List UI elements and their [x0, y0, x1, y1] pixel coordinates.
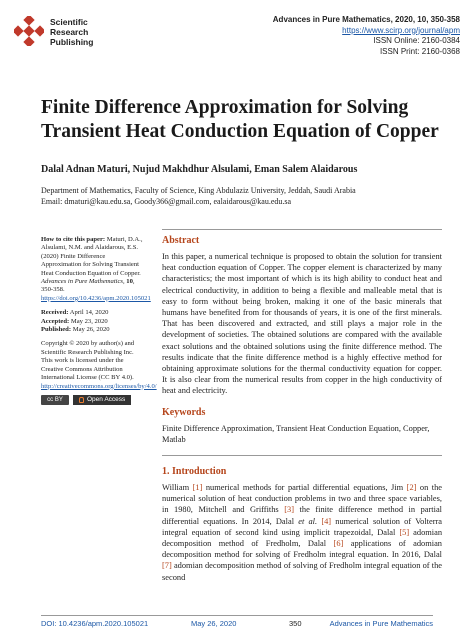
- main-content: [162, 229, 442, 583]
- intro-text: adomian decomposition method of Fredholm, Dalal: [162, 527, 443, 549]
- footer-doi-link[interactable]: DOI: 10.4236/apm.2020.105021: [41, 619, 149, 628]
- dates: [41, 309, 143, 334]
- keywords-block: [162, 407, 442, 445]
- page-number: 350: [289, 619, 302, 628]
- cite-journal: Advances in Pure Mathematics,: [41, 278, 125, 286]
- publisher-line: Research: [50, 27, 89, 37]
- journal-url-link[interactable]: https://www.scirp.org/journal/apm: [342, 25, 460, 35]
- intro-text: adomian decomposition method of solving of Fredholm integral equation of the second: [162, 561, 442, 582]
- citation-link[interactable]: [2]: [406, 483, 417, 493]
- intro-text: the finite difference method in partial differential equations. In 2014, Dalal: [162, 505, 442, 526]
- accepted-date: May 23, 2020: [70, 317, 108, 325]
- scirp-logo-icon: [14, 16, 44, 46]
- published-label: Published:: [41, 326, 72, 334]
- copyright-text: Copyright © 2020 by author(s) and Scientific Research Publishing Inc. This work is licensed under the Creative Commons Attribution International License (CC BY 4.0).: [41, 340, 135, 382]
- keywords-text: Finite Difference Approximation, Transient Heat Conduction Equation, Copper, Matlab: [162, 423, 430, 444]
- keywords-heading: Keywords: [162, 406, 206, 418]
- citation-link[interactable]: [6]: [333, 539, 344, 549]
- intro-text: on the numerical solution of heat conduction problems in two and three space variables, in 1980, Mitchell and Griffiths: [162, 483, 443, 515]
- citation-link[interactable]: [3]: [284, 505, 295, 515]
- publisher-name: [50, 17, 93, 47]
- authors: Dalal Adnan Maturi, Nujud Makhdhur Alsulami, Eman Salem Alaidarous: [41, 164, 358, 175]
- footer-journal-name: Advances in Pure Mathematics: [329, 619, 433, 628]
- cite-text: Maturi, D.A., Alsulami, N.M. and Alaidarous, E.S. (2020) Finite Difference Approximation for Solving Transient Heat Conduction Equation of Copper.: [41, 236, 143, 277]
- how-to-cite: [41, 236, 151, 303]
- published-date: May 26, 2020: [72, 326, 110, 334]
- affiliation: Department of Mathematics, Faculty of Science, King Abdulaziz University, Jeddah, Saudi Arabia: [41, 186, 356, 195]
- abstract-text: In this paper, a numerical technique is proposed to obtain the solution for transient heat conduction equation of Copper. The copper element is characterized by many characteristics; the most important of which is its high ability to conduct heat and electrical conductivity, in addition to being a flexible and malleable metal that is easy to form without being broken, making it one of the basic minerals that humans have benefited from for thousands of years, it is one of the first minerals. That has been discovered and extracted, and still plays a major role in the development of societies. The obtained solutions are compared with the available exact solutions and the obtained solutions using the finite difference method. The results indicate that the finite difference method is a highly effective method for obtaining approximate solutions for the thermal conductivity equation for copper. It is also clear from the numerical results from copper in the high conductivity of heat and electricity.: [162, 252, 442, 396]
- introduction-heading: 1. Introduction: [162, 466, 227, 478]
- citation-link[interactable]: [7]: [162, 561, 172, 571]
- et-al: et al.: [298, 516, 318, 526]
- open-access-label: Open Access: [87, 395, 126, 403]
- divider: [162, 455, 442, 456]
- citation-link[interactable]: [5]: [399, 527, 410, 537]
- accepted-label: Accepted:: [41, 317, 70, 325]
- cite-volume: 10: [126, 278, 133, 286]
- license-badges: [41, 395, 143, 405]
- cite-label: How to cite this paper:: [41, 236, 106, 243]
- intro-text: applications of adomian decomposition method for solving of Fredholm integral equation. In 2016, Dalal: [162, 539, 442, 560]
- citation-link[interactable]: [1]: [192, 483, 203, 493]
- open-access-badge: [73, 395, 131, 405]
- footer-divider: [41, 615, 433, 616]
- introduction-text: [162, 482, 442, 583]
- cc-by-badge[interactable]: cc BY: [41, 395, 69, 405]
- journal-meta: [273, 15, 460, 57]
- abstract-heading: Abstract: [162, 235, 200, 246]
- title-line: Transient Heat Conduction Equation of Copper: [41, 121, 439, 142]
- intro-text: William: [162, 483, 193, 493]
- copyright: [41, 340, 157, 390]
- footer: [41, 619, 433, 628]
- affiliation-block: [41, 186, 356, 207]
- issn-print: ISSN Print: 2160-0368: [379, 46, 460, 56]
- intro-text: numerical solution of Volterra integral equation of second kind using implicit trapezoidal, Dalal: [162, 516, 443, 537]
- issn-online: ISSN Online: 2160-0384: [373, 36, 460, 45]
- publisher-line: Scientific: [50, 17, 88, 27]
- citation-link[interactable]: [4]: [321, 516, 332, 526]
- footer-date: May 26, 2020: [191, 619, 237, 628]
- sidebar: [41, 236, 157, 405]
- divider: [162, 229, 442, 230]
- license-link[interactable]: http://creativecommons.org/licenses/by/4.0/: [41, 382, 157, 390]
- open-lock-icon: [79, 397, 84, 403]
- cite-pages: , 350-358.: [41, 278, 135, 294]
- cite-doi-link[interactable]: https://doi.org/10.4236/apm.2020.105021: [41, 294, 151, 302]
- publisher-line: Publishing: [50, 37, 94, 47]
- email-line: Email: dmaturi@kau.edu.sa, Goody366@gmail.com, ealaidarous@kau.edu.sa: [41, 196, 292, 206]
- received-label: Received:: [41, 309, 69, 317]
- title-line: Finite Difference Approximation for Solving: [41, 97, 409, 118]
- paper-title: [41, 96, 441, 144]
- received-date: April 14, 2020: [69, 309, 109, 317]
- intro-text: numerical methods for partial differential equations, Jim: [202, 483, 407, 493]
- journal-citation: Advances in Pure Mathematics, 2020, 10, 350-358: [272, 15, 460, 24]
